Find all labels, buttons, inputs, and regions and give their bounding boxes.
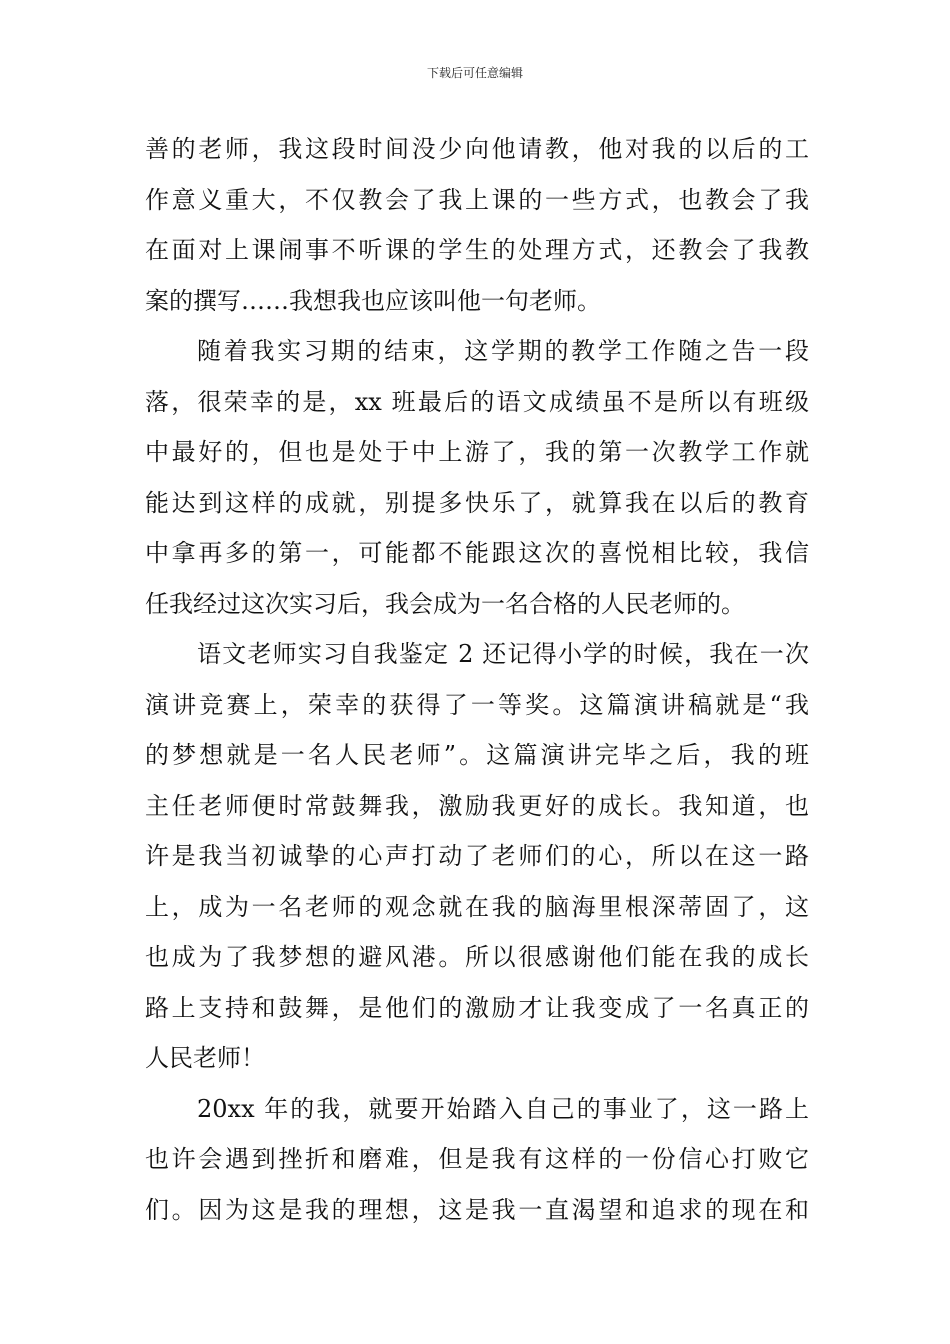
text-line: 也成为了我梦想的避风港。所以很感谢他们能在我的成长 [145,943,809,971]
text-line: 语文老师实习自我鉴定 2 还记得小学的时候，我在一次 [197,640,809,668]
text-line: 在面对上课闹事不听课的学生的处理方式，还教会了我教 [145,236,809,264]
text-line: 中最好的，但也是处于中上游了，我的第一次教学工作就 [145,438,809,466]
text-line: 善的老师，我这段时间没少向他请教，他对我的以后的工 [145,135,809,163]
text-line: 演讲竞赛上，荣幸的获得了一等奖。这篇演讲稿就是“我 [145,690,809,719]
text-line: 主任老师便时常鼓舞我，激励我更好的成长。我知道，也 [145,791,809,820]
page-header: 下载后可任意编辑 [426,66,523,80]
text-line: 作意义重大，不仅教会了我上课的一些方式，也教会了我 [145,185,809,214]
document-body [145,124,809,1235]
text-line: 的梦想就是一名人民老师”。这篇演讲完毕之后，我的班 [145,741,809,769]
text-line: 落，很荣幸的是，xx 班最后的语文成绩虽不是所以有班级 [145,387,809,416]
text-line: 案的撰写……我想我也应该叫他一句老师。 [145,286,601,315]
text-line: 们。因为这是我的理想，这是我一直渴望和追求的现在和 [145,1195,809,1224]
text-line: 20xx 年的我，就要开始踏入自己的事业了，这一路上 [197,1094,809,1123]
text-line: 路上支持和鼓舞，是他们的激励才让我变成了一名真正的 [145,993,809,1022]
text-line: 人民老师！ [145,1044,265,1072]
text-line: 能达到这样的成就，别提多快乐了，就算我在以后的教育 [145,488,809,517]
text-line: 许是我当初诚挚的心声打动了老师们的心，所以在这一路 [145,842,809,870]
text-line: 随着我实习期的结束，这学期的教学工作随之告一段 [197,337,809,365]
text-line: 上，成为一名老师的观念就在我的脑海里根深蒂固了，这 [145,892,809,921]
text-line: 任我经过这次实习后，我会成为一名合格的人民老师的。 [145,589,745,618]
text-line: 也许会遇到挫折和磨难，但是我有这样的一份信心打败它 [145,1145,809,1173]
text-line: 中拿再多的第一，可能都不能跟这次的喜悦相比较，我信 [145,539,809,567]
